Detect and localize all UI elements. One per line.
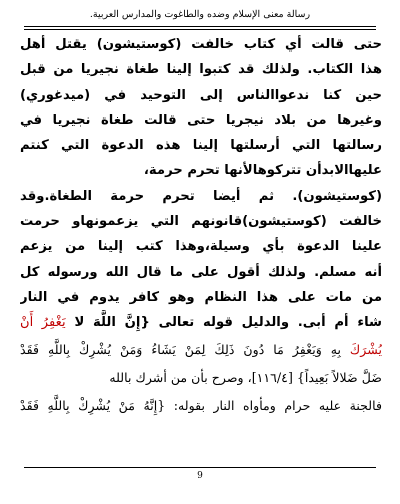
text-line: وغيرها من بلاد نيجريا حتى قالت طغاة نجيريا في <box>20 112 382 128</box>
text-line: حتى قالت أي كتاب خالفت (كوستيشون) يقتل أهل <box>20 37 382 52</box>
text-line: خالفت (كوستيشون)قانونهم التي يزعمونهاو حرمت <box>20 214 382 230</box>
quran-verse-text: بِهِ وَيَغْفِرُ مَا دُونَ ذَلِكَ لِمَنْ يَشَاءُ وَمَنْ يُشْرِكْ بِاللَّهِ فَقَدْ <box>20 341 350 357</box>
text-line: حين كنا ندعواالناس إلى التوحيد في (ميدغوري) <box>20 87 382 103</box>
text-line: أنه مسلم. ولذلك أقول على ما قال الله ورسوله كل <box>20 264 382 280</box>
running-header: رسالة معنى الإسلام وضده والطاغوت والمدارس العربية. <box>24 6 376 27</box>
text-line: علينا الدعوة بأي وسيلة،وهذا كتب إلينا من يزعم <box>20 239 382 255</box>
header-double-rule <box>24 29 376 30</box>
page-number: 9 <box>197 471 203 481</box>
text-line: عليهاالابدأن تتركوهالأنها تحرم حرمة، <box>143 163 382 179</box>
quran-verse-line: ضَلَّ ضَلالاً بَعِيداً} [١١٦/٤]، وصرح بأن من أشرك بالله <box>109 369 382 385</box>
text-line: من مات على هذا النظام وهو كافر يدوم في النار <box>20 289 382 305</box>
footer-rule <box>24 467 376 468</box>
text-line: (كوستيشون). ثم أيضا تحرم حرمة الطغاة.وقد <box>20 188 382 204</box>
body-text <box>20 32 382 420</box>
text-line: رسالتها التي أرسلتها إلينا هذه الدعوة التي كنتم <box>20 138 382 154</box>
quran-verse-line <box>20 336 382 364</box>
quran-verse-red: يُشْرَكَ <box>349 341 382 357</box>
verse-intro-text: شاء أم أبى. والدليل قوله تعالى {إِنَّ اللَّهَ لا <box>65 315 382 331</box>
quran-verse-red: يَغْفِرُ أَنْ <box>20 315 66 331</box>
verse-intro-line <box>20 310 382 335</box>
quran-verse-line: فالجنة عليه حرام ومأواه النار بقوله: {إِنَّهُ مَنْ يُشْرِكْ بِاللَّهِ فَقَدْ <box>20 397 382 413</box>
text-line: هذا الكتاب. ولذلك قد كتبوا إلينا طغاة نجيريا من قبل <box>20 62 382 78</box>
